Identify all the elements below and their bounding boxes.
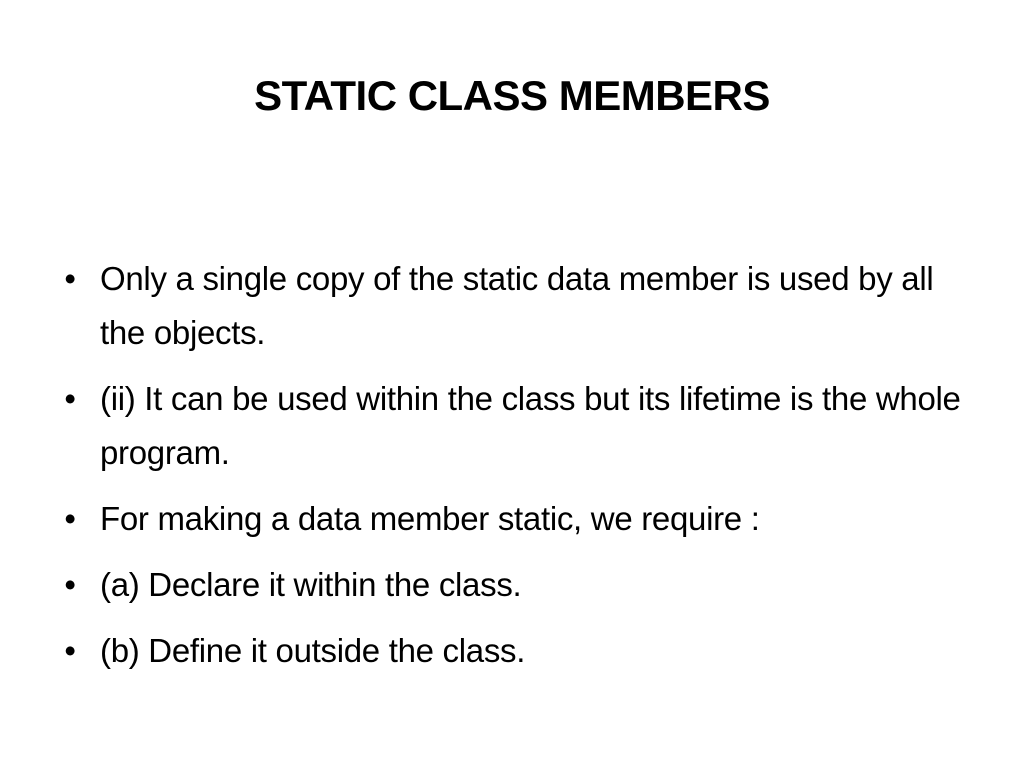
bullet-icon: • [64,260,76,297]
bullet-icon: • [64,380,76,417]
bullet-text: (ii) It can be used within the class but its lifetime is the whole program. [100,380,961,471]
bullet-text: For making a data member static, we require : [100,500,760,537]
bullet-text: Only a single copy of the static data member is used by all the objects. [100,260,934,351]
bullet-icon: • [64,500,76,537]
bullet-item [58,492,978,546]
bullet-item [58,624,978,678]
bullet-item [58,558,978,612]
slide-title: STATIC CLASS MEMBERS [254,72,770,119]
bullet-icon: • [64,566,76,603]
bullet-text: (b) Define it outside the class. [100,632,526,669]
bullet-list [58,252,978,690]
bullet-item [58,372,978,480]
bullet-icon: • [64,632,76,669]
bullet-item [58,252,978,360]
bullet-text: (a) Declare it within the class. [100,566,522,603]
